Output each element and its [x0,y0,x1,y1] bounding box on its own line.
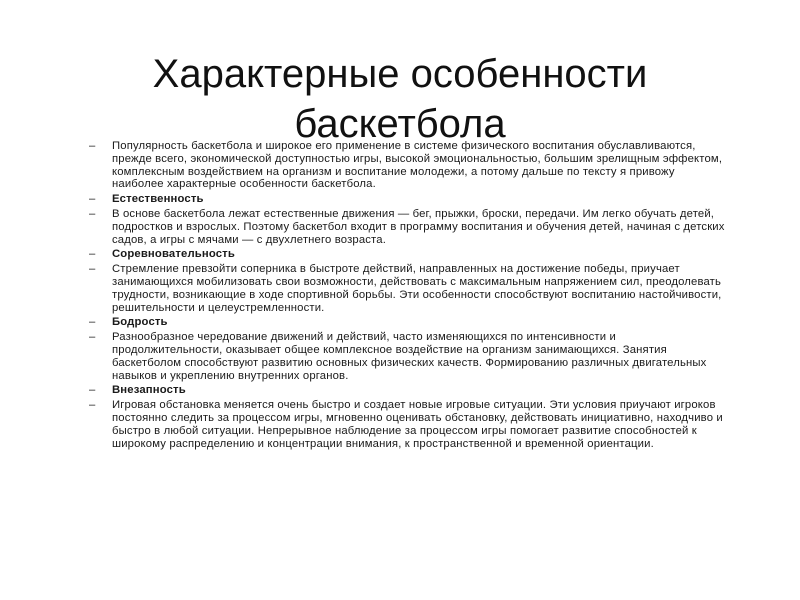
slide-title-line-2: баскетбола [294,101,506,146]
list-item-heading-naturalness [89,193,727,206]
paragraph-text: Разнообразное чередование движений и действий, часто изменяющихся по интенсивности и продолжительности, оказывает общее комплексное воздействие на организм занимающихся. Занятия баскетболом способствуют развитию основных физических качеств. Формированию различных двигательных навыков и укреплению внутренних органов. [112,331,707,382]
bullet-dash: – [89,399,96,412]
slide-title-line-1: Характерные особенности [152,51,648,96]
bullet-dash: – [89,316,96,329]
section-heading: Внезапность [112,384,186,397]
section-heading: Соревновательность [112,248,235,261]
bullet-dash: – [89,248,96,261]
paragraph-text: Стремление превзойти соперника в быстроте действий, направленных на достижение победы, приучает занимающихся мобилизовать свои возможности, действовать с максимальным напряжением сил, преодолевать трудности, возникающие в ходе спортивной борьбы. Эти особенности способствуют воспитанию настойчивости, решительности и целеустремленности. [112,263,722,314]
list-item-vigor-text [89,331,727,382]
bullet-dash: – [89,207,96,220]
bullet-dash: – [89,263,96,276]
list-item-heading-vigor [89,316,727,329]
slide-body-list [89,140,727,452]
paragraph-text: Популярность баскетбола и широкое его применение в системе физического воспитания обуславливаются, прежде всего, экономической доступностью игры, высокой эмоциональностью, большим зрелищным эффектом, комплексным воздействием на организм и воспитание молодежи, а потому дальше по тексту я привожу наиболее характерные особенности баскетбола. [112,140,723,191]
list-item-suddenness-text [89,399,727,450]
section-heading: Естественность [112,193,204,206]
paragraph-text: В основе баскетбола лежат естественные движения — бег, прыжки, броски, передачи. Им легко обучать детей, подростков и взрослых. Поэтому баскетбол входит в программу воспитания и обучения детей, начиная с детских садов, а игры с мячами — с двухлетнего возраста. [112,207,725,246]
section-heading: Бодрость [112,316,168,329]
bullet-dash: – [89,140,96,152]
bullet-dash: – [89,331,96,344]
slide-title [60,49,740,149]
list-item-competitiveness-text [89,263,727,314]
list-item-heading-competitiveness [89,248,727,261]
list-item-intro [89,140,727,191]
paragraph-text: Игровая обстановка меняется очень быстро и создает новые игровые ситуации. Эти условия приучают игроков постоянно следить за процессом игры, мгновенно оценивать обстановку, действовать инициативно, находчиво и быстро в любой ситуации. Непрерывное наблюдение за процессом игры помогает развитие способностей к широкому распределению и концентрации внимания, к пространственной и временной ориентации. [112,399,723,450]
list-item-heading-suddenness [89,384,727,397]
bullet-dash: – [89,384,96,397]
list-item-naturalness-text [89,208,727,246]
bullet-dash: – [89,193,96,206]
